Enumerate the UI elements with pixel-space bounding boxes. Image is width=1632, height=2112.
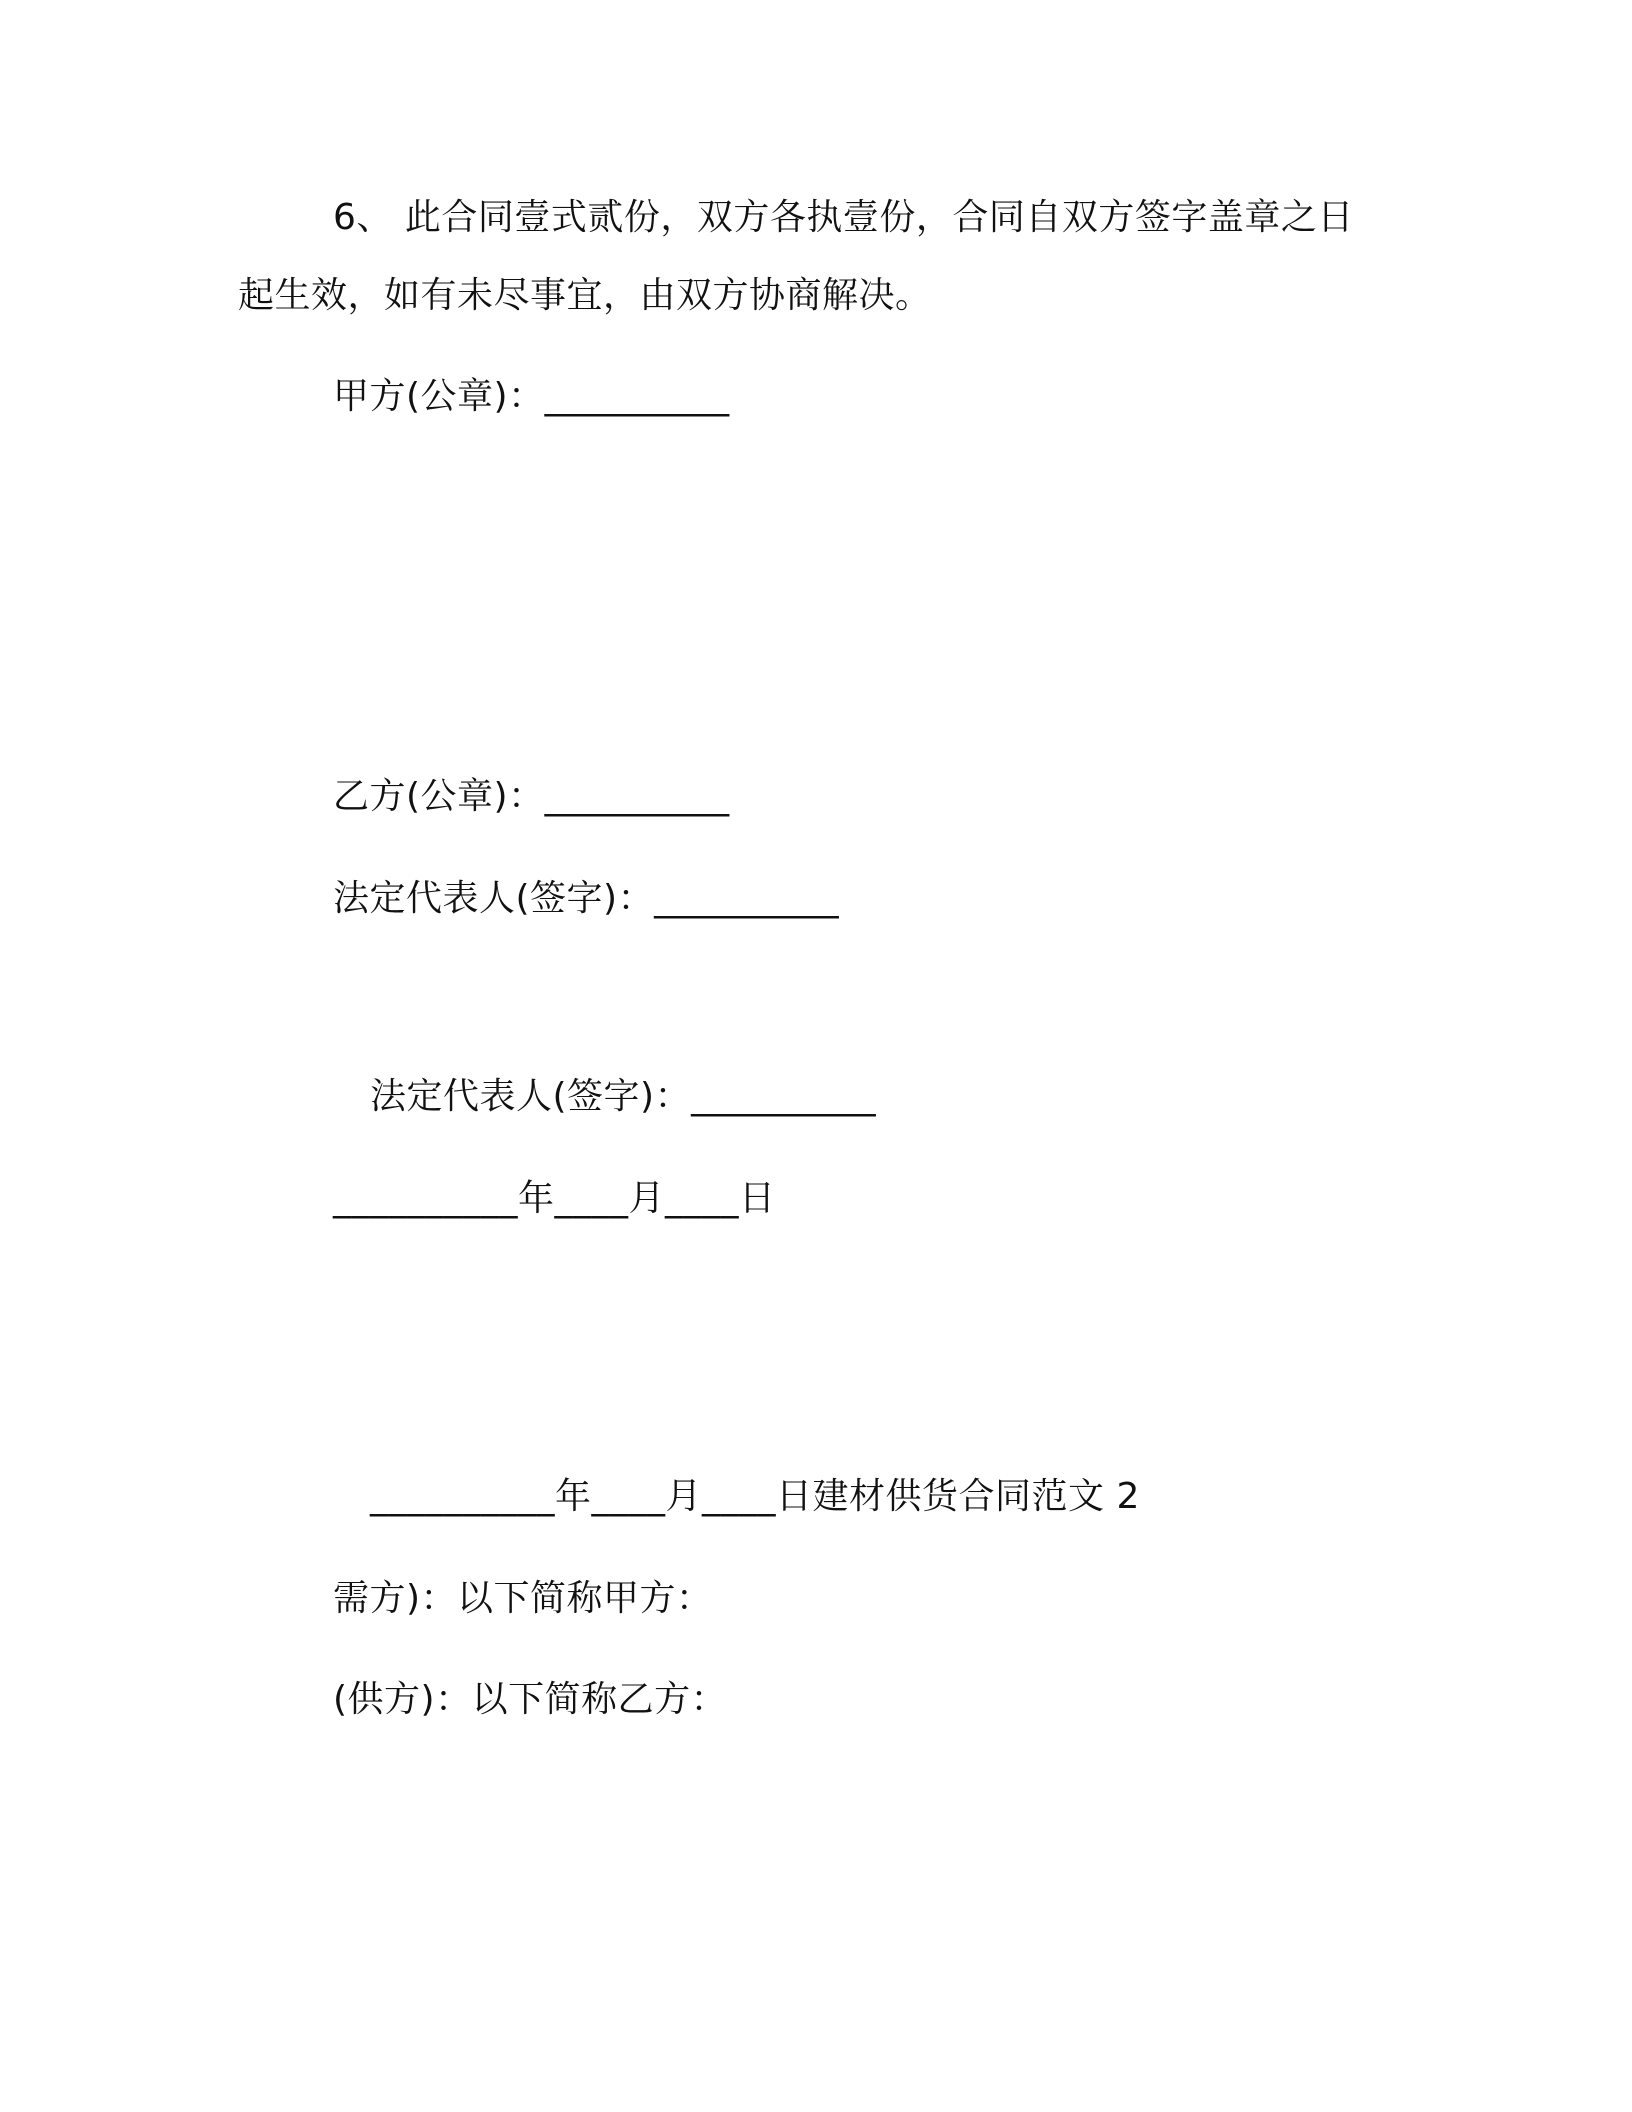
party-b-seal-field: 乙方(公章)：__________: [333, 776, 730, 817]
legal-representative-field-2: 法定代表人(签字)：__________: [370, 1076, 877, 1117]
buyer-party-line: 需方)：以下简称甲方：: [333, 1578, 713, 1619]
clause-6-line-1: 6、 此合同壹式贰份，双方各执壹份，合同自双方签字盖章之日: [333, 197, 1354, 238]
date-and-contract-title: __________年____月____日建材供货合同范文 2: [370, 1476, 1140, 1517]
date-field: __________年____月____日: [333, 1178, 776, 1219]
supplier-party-line: (供方)：以下简称乙方：: [333, 1679, 728, 1720]
party-a-seal-field: 甲方(公章)：__________: [333, 376, 730, 417]
clause-6-line-2: 起生效，如有未尽事宜，由双方协商解决。: [238, 275, 932, 316]
legal-representative-field-1: 法定代表人(签字)：__________: [333, 878, 840, 919]
